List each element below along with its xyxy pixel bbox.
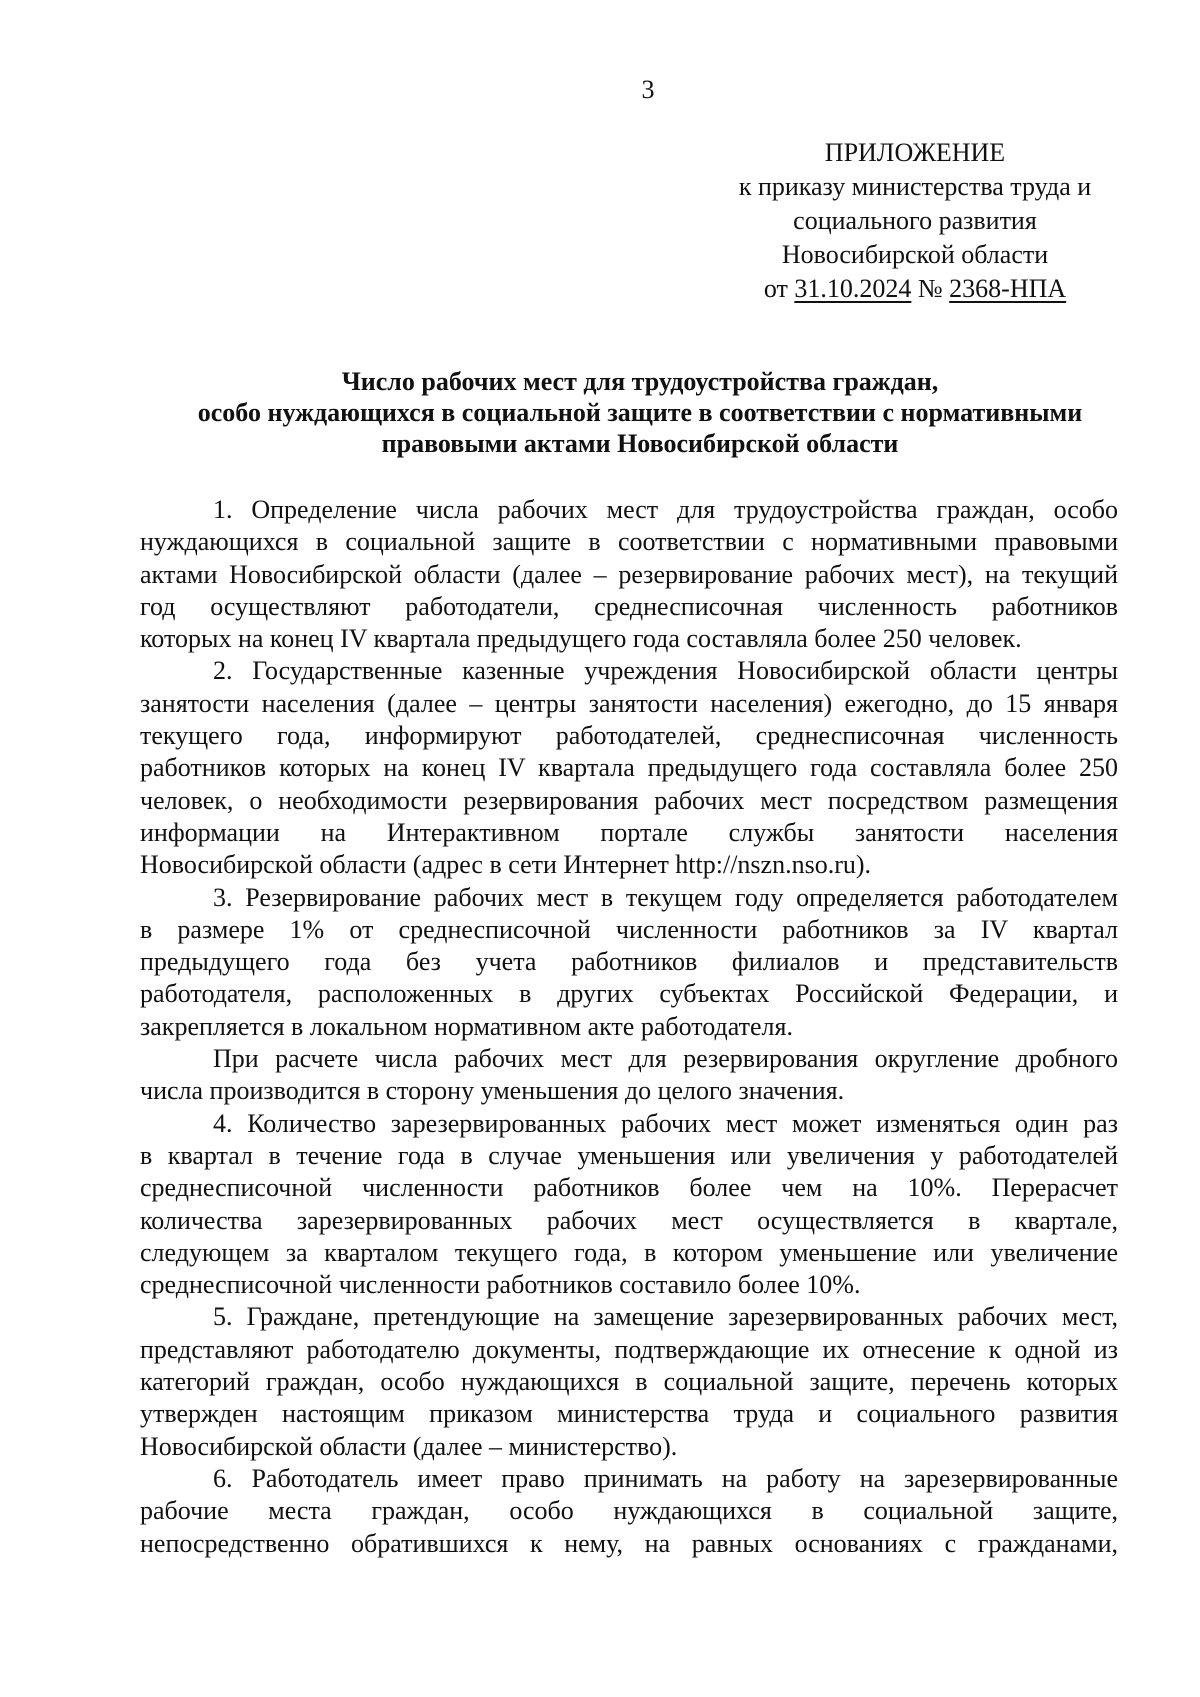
paragraph-line: нуждающихся в социальной защите в соответствии с нормативными правовыми — [140, 527, 1118, 557]
paragraph-line: закрепляется в локальном нормативном акте работодателя. — [140, 1011, 793, 1041]
paragraph-line: актами Новосибирской области (далее – резервирование рабочих мест), на текущий — [140, 559, 1118, 589]
paragraph-line: человек, о необходимости резервирования рабочих мест посредством размещения — [140, 785, 1118, 815]
paragraph-line: среднесписочной численности работников более чем на 10%. Перерасчет — [140, 1173, 1118, 1203]
title-line-2: особо нуждающихся в социальной защите в соответствии с нормативными — [197, 398, 1083, 427]
appendix-line-1: к приказу министерства труда и — [738, 172, 1092, 201]
paragraph-line: среднесписочной численности работников составило более 10%. — [140, 1270, 861, 1300]
paragraph-line: Новосибирской области (адрес в сети Интернет http://nszn.nso.ru). — [140, 850, 872, 880]
paragraph-line: При расчете числа рабочих мест для резервирования округление дробного — [213, 1044, 1118, 1074]
paragraph-line: в квартал в течение года в случае уменьшения или увеличения у работодателей — [140, 1140, 1118, 1170]
title-line-1: Число рабочих мест для трудоустройства граждан, — [341, 367, 939, 396]
paragraph-line: текущего года, информируют работодателей, среднесписочная численность — [140, 721, 1118, 751]
appendix-block — [700, 136, 1130, 306]
number-prefix: № — [911, 274, 950, 303]
paragraph-line: занятости населения (далее – центры занятости населения) ежегодно, до 15 января — [140, 688, 1118, 718]
paragraph-line: которых на конец IV квартала предыдущего года составляла более 250 человек. — [140, 624, 1022, 654]
appendix-heading: ПРИЛОЖЕНИЕ — [824, 138, 1006, 167]
paragraph-line: в размере 1% от среднесписочной численности работников за IV квартал — [140, 914, 1118, 944]
appendix-line-2: социального развития — [793, 206, 1037, 235]
paragraph — [140, 1301, 1118, 1462]
paragraph-line: предыдущего года без учета работников филиалов и представительств — [140, 947, 1118, 977]
appendix-line-3: Новосибирской области — [781, 240, 1049, 269]
paragraph-line: утвержден настоящим приказом министерства труда и социального развития — [140, 1399, 1118, 1429]
paragraph — [140, 1043, 1118, 1108]
paragraph — [140, 882, 1118, 1043]
paragraph-line: представляют работодателю документы, подтверждающие их отнесение к одной из — [140, 1334, 1118, 1364]
document-body — [140, 494, 1118, 1560]
document-title — [140, 366, 1140, 459]
paragraph-line: числа производится в сторону уменьшения до целого значения. — [140, 1076, 845, 1106]
order-number: 2368-НПА — [949, 274, 1067, 303]
paragraph — [140, 655, 1118, 881]
paragraph — [140, 1463, 1118, 1560]
paragraph-line: 4. Количество зарезервированных рабочих мест может изменяться один раз — [213, 1108, 1118, 1138]
paragraph-line: непосредственно обратившихся к нему, на равных основаниях с гражданами, — [140, 1528, 1118, 1558]
order-date: 31.10.2024 — [794, 274, 912, 303]
date-prefix: от — [763, 274, 795, 303]
paragraph-line: 3. Резервирование рабочих мест в текущем году определяется работодателем — [213, 882, 1118, 912]
paragraph-line: следующем за кварталом текущего года, в котором уменьшение или увеличение — [140, 1237, 1118, 1267]
paragraph-line: 2. Государственные казенные учреждения Новосибирской области центры — [213, 656, 1118, 686]
paragraph — [140, 1108, 1118, 1302]
title-line-3: правовыми актами Новосибирской области — [381, 429, 899, 458]
paragraph-line: работников которых на конец IV квартала предыдущего года составляла более 250 — [140, 753, 1118, 783]
page-number: 3 — [641, 75, 655, 104]
paragraph-line: 1. Определение числа рабочих мест для трудоустройства граждан, особо — [213, 495, 1118, 524]
paragraph — [140, 494, 1118, 655]
paragraph-line: категорий граждан, особо нуждающихся в социальной защите, перечень которых — [140, 1367, 1118, 1397]
paragraph-line: работодателя, расположенных в других субъектах Российской Федерации, и — [140, 979, 1118, 1009]
appendix-order-reference — [700, 272, 1130, 306]
paragraph-line: информации на Интерактивном портале службы занятости населения — [140, 817, 1118, 847]
paragraph-line: количества зарезервированных рабочих мест осуществляется в квартале, — [140, 1205, 1118, 1235]
paragraph-line: год осуществляют работодатели, среднесписочная численность работников — [140, 591, 1118, 621]
paragraph-line: 6. Работодатель имеет право принимать на работу на зарезервированные — [213, 1463, 1118, 1493]
paragraph-line: Новосибирской области (далее – министерство). — [140, 1431, 678, 1461]
paragraph-line: рабочие места граждан, особо нуждающихся в социальной защите, — [140, 1496, 1118, 1526]
paragraph-line: 5. Граждане, претендующие на замещение зарезервированных рабочих мест, — [213, 1302, 1118, 1332]
